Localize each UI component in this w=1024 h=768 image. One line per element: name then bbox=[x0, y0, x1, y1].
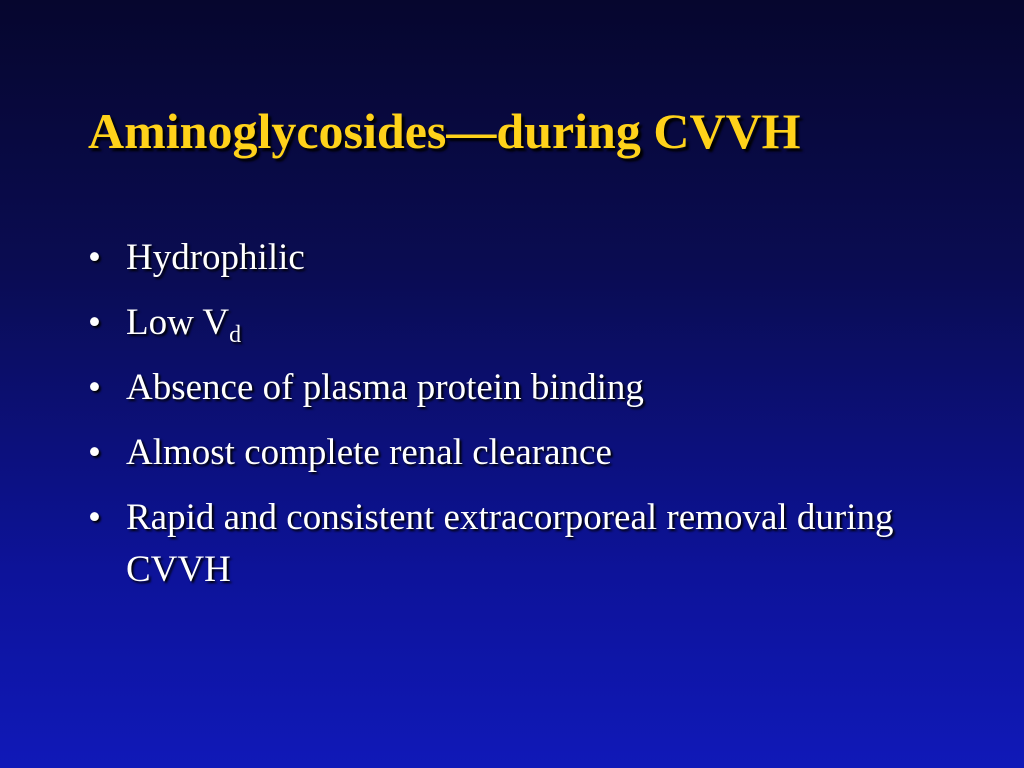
bullet-item-protein-binding bbox=[88, 362, 968, 414]
bullet-item-renal-clearance bbox=[88, 427, 968, 479]
bullet-item-hydrophilic bbox=[88, 232, 968, 284]
slide-title: Aminoglycosides—during CVVH bbox=[88, 103, 801, 159]
bullet-text: Low V bbox=[126, 302, 230, 343]
bullet-text: Absence of plasma protein binding bbox=[126, 367, 644, 408]
subscript-d: d bbox=[229, 322, 242, 348]
bullet-text: Almost complete renal clearance bbox=[126, 432, 612, 473]
bullet-item-extracorporeal-removal bbox=[88, 492, 968, 596]
bullet-list bbox=[88, 232, 968, 609]
bullet-icon: • bbox=[88, 367, 101, 408]
bullet-icon: • bbox=[88, 432, 101, 473]
bullet-text: Rapid and consistent extracorporeal removal during CVVH bbox=[126, 497, 894, 590]
bullet-icon: • bbox=[88, 237, 101, 278]
bullet-icon: • bbox=[88, 497, 101, 538]
bullet-text: Hydrophilic bbox=[126, 237, 305, 278]
bullet-icon: • bbox=[88, 302, 101, 343]
bullet-item-low-vd bbox=[88, 297, 968, 349]
